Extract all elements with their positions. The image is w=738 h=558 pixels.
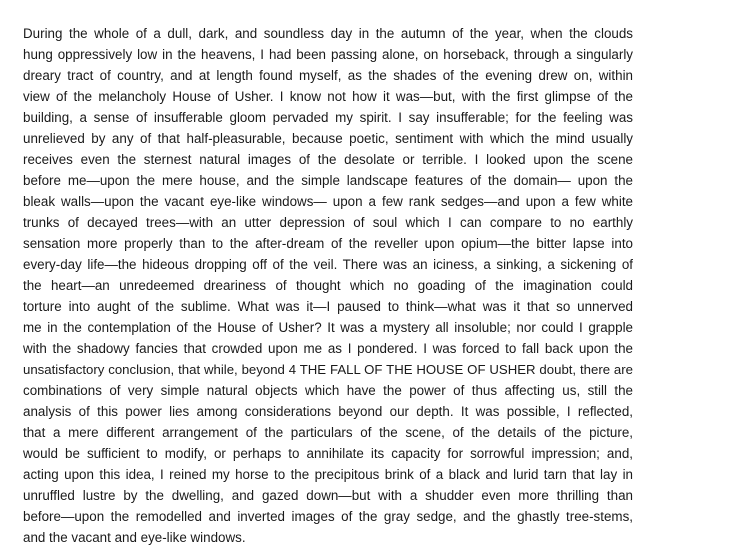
text-line: that a mere different arrangement of the particulars of the scene, of the details of the picture, — [23, 425, 633, 440]
text-line: before me—upon the mere house, and the simple landscape features of the domain— upon the — [23, 173, 633, 188]
text-line: unsatisfactory conclusion, that while, beyond 4 THE FALL OF THE HOUSE OF USHER doubt, there are — [23, 362, 633, 377]
text-line: hung oppressively low in the heavens, I had been passing alone, on horseback, through a singularly — [23, 47, 633, 62]
text-line: before—upon the remodelled and inverted images of the gray sedge, and the ghastly tree-stems, — [23, 509, 633, 524]
text-line: every-day life—the hideous dropping off of the veil. There was an iciness, a sinking, a sickening of — [23, 257, 633, 272]
text-line: sensation more properly than to the after-dream of the reveller upon opium—the bitter lapse into — [23, 236, 633, 251]
text-line: with the shadowy fancies that crowded upon me as I pondered. I was forced to fall back upon the — [23, 341, 633, 356]
text-line: the heart—an unredeemed dreariness of thought which no goading of the imagination could — [23, 278, 633, 293]
text-line: unruffled lustre by the dwelling, and gazed down—but with a shudder even more thrilling than — [23, 488, 633, 503]
text-line: During the whole of a dull, dark, and soundless day in the autumn of the year, when the clouds — [23, 26, 633, 41]
text-line: would be sufficient to modify, or perhaps to annihilate its capacity for sorrowful impression; and, — [23, 446, 633, 461]
text-line: acting upon this idea, I reined my horse to the precipitous brink of a black and lurid tarn that lay in — [23, 467, 633, 482]
text-line-partial: and the vacant and eye-like windows. — [23, 530, 246, 545]
body-paragraph — [23, 23, 633, 545]
text-line: torture into aught of the sublime. What was it—I paused to think—what was it that so unnerved — [23, 299, 633, 314]
text-line: receives even the sternest natural images of the desolate or terrible. I looked upon the scene — [23, 152, 633, 167]
text-line: building, a sense of insufferable gloom pervaded my spirit. I say insufferable; for the feeling was — [23, 110, 633, 125]
text-line: dreary tract of country, and at length found myself, as the shades of the evening drew on, within — [23, 68, 633, 83]
text-line: unrelieved by any of that half-pleasurable, because poetic, sentiment with which the mind usually — [23, 131, 633, 146]
text-line: me in the contemplation of the House of Usher? It was a mystery all insoluble; nor could I grapple — [23, 320, 633, 335]
text-line: trunks of decayed trees—with an utter depression of soul which I can compare to no earthly — [23, 215, 633, 230]
text-line: analysis of this power lies among considerations beyond our depth. It was possible, I reflected, — [23, 404, 633, 419]
text-line: bleak walls—upon the vacant eye-like windows— upon a few rank sedges—and upon a few white — [23, 194, 633, 209]
text-line: combinations of very simple natural objects which have the power of thus affecting us, still the — [23, 383, 633, 398]
text-line: view of the melancholy House of Usher. I know not how it was—but, with the first glimpse of the — [23, 89, 633, 104]
